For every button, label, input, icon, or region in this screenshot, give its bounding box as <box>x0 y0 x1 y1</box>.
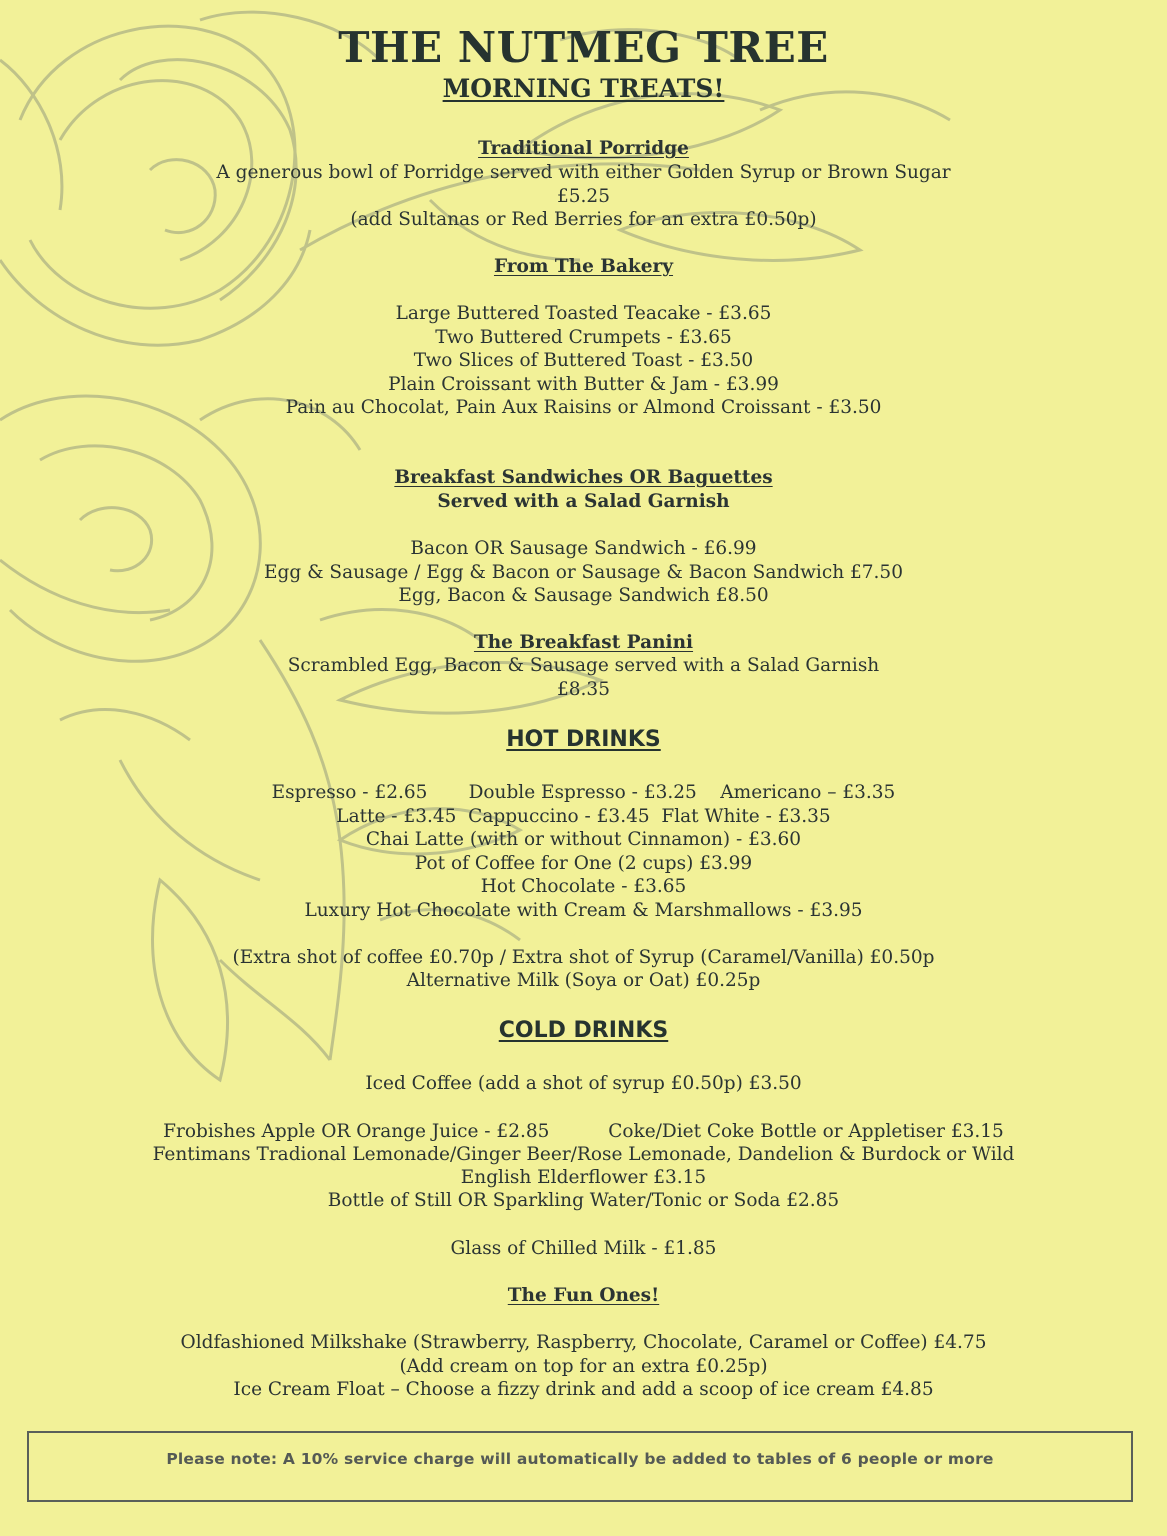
porridge-price: £5.25 <box>557 186 610 207</box>
hot-drinks-line: Hot Chocolate - £3.65 <box>480 876 687 897</box>
sandwich-item: Egg, Bacon & Sausage Sandwich £8.50 <box>398 585 769 606</box>
cold-drinks-heading <box>0 1017 1167 1045</box>
cold-drinks-line: Glass of Chilled Milk - £1.85 <box>450 1238 717 1259</box>
hot-drinks-line: Luxury Hot Chocolate with Cream & Marshmallows - £3.95 <box>304 900 863 921</box>
cold-drinks-line: Frobishes Apple OR Orange Juice - £2.85 Coke/Diet Coke Bottle or Appletiser £3.15 <box>163 1121 1004 1142</box>
sandwiches-heading: Breakfast Sandwiches OR Baguettes <box>394 467 773 488</box>
hot-drinks-line: Espresso - £2.65 Double Espresso - £3.25 Americano – £3.35 <box>271 782 896 803</box>
fun-ones-heading: The Fun Ones! <box>507 1285 660 1306</box>
hot-drinks-line: Latte - £3.45 Cappuccino - £3.45 Flat White - £3.35 <box>336 806 831 827</box>
cold-drinks-line: Bottle of Still OR Sparkling Water/Tonic or Soda £2.85 <box>327 1190 840 1211</box>
service-charge-note: Please note: A 10% service charge will automatically be added to tables of 6 people or more <box>166 1450 994 1468</box>
menu-title-text: MORNING TREATS! <box>442 74 725 103</box>
porridge-heading: Traditional Porridge <box>478 138 689 159</box>
bakery-item: Plain Croissant with Butter & Jam - £3.99 <box>388 374 779 395</box>
service-charge-note-box <box>27 1431 1133 1502</box>
cold-drinks-heading-text: COLD DRINKS <box>498 1018 669 1043</box>
fun-ones-line: Oldfashioned Milkshake (Strawberry, Raspberry, Chocolate, Caramel or Coffee) £4.75 <box>180 1332 987 1353</box>
bakery-item: Large Buttered Toasted Teacake - £3.65 <box>395 303 772 324</box>
hot-drinks-line: Chai Latte (with or without Cinnamon) - £3.60 <box>365 829 802 850</box>
menu-title <box>0 74 1167 104</box>
cold-drinks-line: Iced Coffee (add a shot of syrup £0.50p) £3.50 <box>365 1073 802 1094</box>
hot-drinks-line: Pot of Coffee for One (2 cups) £3.99 <box>414 853 753 874</box>
restaurant-name: THE NUTMEG TREE <box>338 23 829 72</box>
cold-drinks-line: English Elderflower £3.15 <box>460 1167 707 1188</box>
cold-drinks-line: Fentimans Tradional Lemonade/Ginger Beer/Rose Lemonade, Dandelion & Burdock or Wild <box>152 1144 1015 1165</box>
hot-drinks-extra: (Extra shot of coffee £0.70p / Extra shot of Syrup (Caramel/Vanilla) £0.50p <box>232 947 935 968</box>
hot-drinks-heading <box>0 726 1167 754</box>
bakery-item: Two Buttered Crumpets - £3.65 <box>435 327 732 348</box>
bakery-heading: From The Bakery <box>493 256 674 277</box>
hot-drinks-extra: Alternative Milk (Soya or Oat) £0.25p <box>406 970 761 991</box>
porridge-extra: (add Sultanas or Red Berries for an extra £0.50p) <box>350 209 817 230</box>
panini-price: £8.35 <box>557 679 610 700</box>
bakery-item: Pain au Chocolat, Pain Aux Raisins or Almond Croissant - £3.50 <box>285 397 882 418</box>
fun-ones-line: Ice Cream Float – Choose a fizzy drink and add a scoop of ice cream £4.85 <box>233 1379 934 1400</box>
sandwich-item: Egg & Sausage / Egg & Bacon or Sausage & Bacon Sandwich £7.50 <box>264 562 903 583</box>
bakery-item: Two Slices of Buttered Toast - £3.50 <box>413 350 754 371</box>
porridge-description: A generous bowl of Porridge served with either Golden Syrup or Brown Sugar <box>216 162 951 183</box>
fun-ones-line: (Add cream on top for an extra £0.25p) <box>399 1356 768 1377</box>
panini-heading: The Breakfast Panini <box>473 632 694 653</box>
sandwich-item: Bacon OR Sausage Sandwich - £6.99 <box>410 538 757 559</box>
sandwiches-subheading: Served with a Salad Garnish <box>437 491 730 512</box>
hot-drinks-heading-text: HOT DRINKS <box>506 727 661 752</box>
panini-description: Scrambled Egg, Bacon & Sausage served with a Salad Garnish <box>287 655 880 676</box>
